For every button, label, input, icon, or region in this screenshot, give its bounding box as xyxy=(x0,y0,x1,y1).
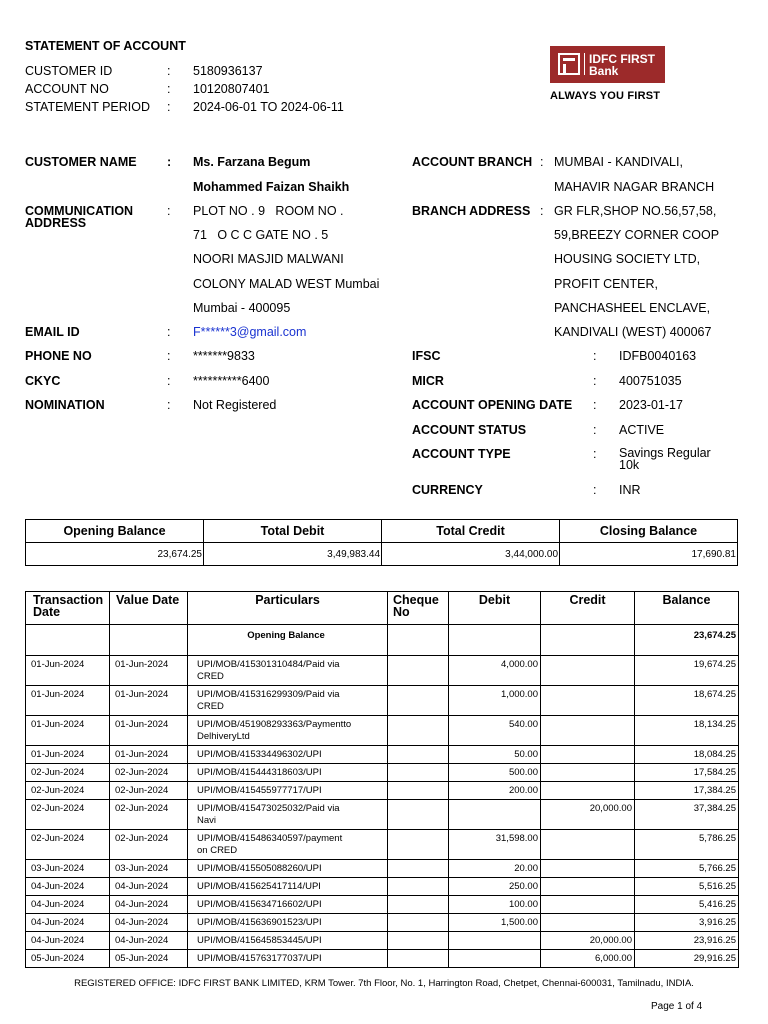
cell-credit xyxy=(541,914,635,932)
cell-particulars xyxy=(188,716,388,746)
particulars-line-2: Navi xyxy=(197,815,217,826)
table-row xyxy=(26,716,739,746)
cell-transaction-date: 04-Jun-2024 xyxy=(26,932,110,950)
col-credit: Credit xyxy=(541,592,635,625)
particulars-line-1: UPI/MOB/415334496302/UPI xyxy=(197,749,322,760)
cell-particulars xyxy=(188,914,388,932)
logo-line-2: Bank xyxy=(589,64,619,78)
colon: : xyxy=(167,204,171,218)
cell-debit: 31,598.00 xyxy=(449,830,541,860)
cell-particulars xyxy=(188,800,388,830)
customer-id-label: CUSTOMER ID xyxy=(25,64,113,78)
cell-credit: 20,000.00 xyxy=(541,800,635,830)
address-line-5: Mumbai - 400095 xyxy=(193,301,291,315)
branch-address-line-6: KANDIVALI (WEST) 400067 xyxy=(554,325,712,339)
address-line-4: COLONY MALAD WEST Mumbai xyxy=(193,277,380,291)
statement-period-value: 2024-06-01 TO 2024-06-11 xyxy=(193,100,344,114)
cell-debit xyxy=(449,932,541,950)
cell-cheque-no xyxy=(388,800,449,830)
cell-transaction-date: 02-Jun-2024 xyxy=(26,782,110,800)
colon: : xyxy=(593,483,597,497)
particulars-line-1: UPI/MOB/415455977717/UPI xyxy=(197,785,322,796)
cell-cheque-no xyxy=(388,830,449,860)
table-row xyxy=(26,800,739,830)
particulars-line-1: UPI/MOB/415473025032/Paid via xyxy=(197,803,340,814)
cell-cheque-no xyxy=(388,746,449,764)
cell-debit: 20.00 xyxy=(449,860,541,878)
cell-debit: 50.00 xyxy=(449,746,541,764)
particulars-line-1: UPI/MOB/415636901523/UPI xyxy=(197,917,322,928)
registered-office-footer: REGISTERED OFFICE: IDFC FIRST BANK LIMITED, KRM Tower. 7th Floor, No. 1, Harrington Road, Chetpet, Chennai-600031, Tamilnadu, INDIA. xyxy=(74,978,694,989)
branch-address-label: BRANCH ADDRESS xyxy=(412,204,531,218)
summary-header-closing: Closing Balance xyxy=(560,520,738,543)
account-type-value xyxy=(619,447,711,471)
col-cheque-line-2: No xyxy=(393,605,410,619)
bank-logo xyxy=(550,46,665,83)
colon: : xyxy=(167,155,172,169)
cell-credit xyxy=(541,896,635,914)
cell-transaction-date: 01-Jun-2024 xyxy=(26,716,110,746)
cell-balance: 29,916.25 xyxy=(635,950,739,968)
opening-balance-row xyxy=(26,625,739,656)
particulars-line-1: UPI/MOB/415486340597/payment xyxy=(197,833,343,844)
cell-particulars xyxy=(188,830,388,860)
cell-balance: 19,674.25 xyxy=(635,656,739,686)
cell-debit: 4,000.00 xyxy=(449,656,541,686)
cell-transaction-date: 01-Jun-2024 xyxy=(26,686,110,716)
cell-transaction-date: 01-Jun-2024 xyxy=(26,746,110,764)
bank-logo-icon xyxy=(558,53,580,75)
cell-credit xyxy=(541,830,635,860)
col-transaction-date-line-2: Date xyxy=(33,605,61,619)
cell-balance: 5,766.25 xyxy=(635,860,739,878)
nomination-value: Not Registered xyxy=(193,398,277,412)
cell-balance: 37,384.25 xyxy=(635,800,739,830)
cell-credit xyxy=(541,782,635,800)
cell-balance: 18,674.25 xyxy=(635,686,739,716)
cell-value-date: 02-Jun-2024 xyxy=(110,782,188,800)
summary-total-debit: 3,49,983.44 xyxy=(204,543,382,566)
cell-value-date: 02-Jun-2024 xyxy=(110,800,188,830)
particulars-line-1: UPI/MOB/415645853445/UPI xyxy=(197,935,322,946)
cell-credit xyxy=(541,860,635,878)
particulars-line-1: UPI/MOB/415625417114/UPI xyxy=(197,881,321,892)
opening-balance-label: Opening Balance xyxy=(188,625,388,656)
cell-debit xyxy=(449,800,541,830)
nomination-label: NOMINATION xyxy=(25,398,105,412)
particulars-line-2: CRED xyxy=(197,671,224,682)
cell-transaction-date: 02-Jun-2024 xyxy=(26,830,110,860)
communication-address-label xyxy=(25,205,133,229)
col-balance: Balance xyxy=(635,592,739,625)
table-row xyxy=(26,896,739,914)
cell-balance: 5,786.25 xyxy=(635,830,739,860)
ifsc-value: IDFB0040163 xyxy=(619,349,697,363)
cell-cheque-no xyxy=(388,878,449,896)
cell-credit xyxy=(541,764,635,782)
ckyc-value: **********6400 xyxy=(193,374,270,388)
table-row xyxy=(26,686,739,716)
colon: : xyxy=(167,349,171,363)
comm-label-line-2: ADDRESS xyxy=(25,216,87,230)
table-row xyxy=(26,878,739,896)
statement-period-label: STATEMENT PERIOD xyxy=(25,100,151,114)
cell-balance: 5,516.25 xyxy=(635,878,739,896)
col-value-date: Value Date xyxy=(110,592,188,625)
page-number: Page 1 of 4 xyxy=(651,1001,703,1012)
table-row xyxy=(26,932,739,950)
cell-debit xyxy=(449,950,541,968)
cell-cheque-no xyxy=(388,764,449,782)
opening-balance-value: 23,674.25 xyxy=(635,625,739,656)
account-branch-label: ACCOUNT BRANCH xyxy=(412,155,533,169)
colon: : xyxy=(593,374,597,388)
table-row xyxy=(26,746,739,764)
comm-label-line-1: COMMUNICATION xyxy=(25,204,134,218)
table-row xyxy=(26,764,739,782)
address-line-1: PLOT NO . 9 ROOM NO . xyxy=(193,204,344,218)
cell-debit: 500.00 xyxy=(449,764,541,782)
cell-debit: 540.00 xyxy=(449,716,541,746)
particulars-line-1: UPI/MOB/415301310484/Paid via xyxy=(197,659,340,670)
summary-opening-balance: 23,674.25 xyxy=(26,543,204,566)
customer-id-value: 5180936137 xyxy=(193,64,263,78)
micr-value: 400751035 xyxy=(619,374,682,388)
cell-value-date: 04-Jun-2024 xyxy=(110,932,188,950)
summary-header-credit: Total Credit xyxy=(382,520,560,543)
cell-transaction-date: 04-Jun-2024 xyxy=(26,878,110,896)
bank-logo-text xyxy=(589,53,655,77)
cell-value-date: 04-Jun-2024 xyxy=(110,914,188,932)
colon: : xyxy=(167,325,171,339)
customer-name-label: CUSTOMER NAME xyxy=(25,155,137,169)
cell-cheque-no xyxy=(388,860,449,878)
cell-value-date: 01-Jun-2024 xyxy=(110,656,188,686)
cell-debit: 1,500.00 xyxy=(449,914,541,932)
table-row xyxy=(26,782,739,800)
currency-label: CURRENCY xyxy=(412,483,483,497)
cell-value-date: 05-Jun-2024 xyxy=(110,950,188,968)
cell-particulars xyxy=(188,764,388,782)
account-no-value: 10120807401 xyxy=(193,82,270,96)
cell-balance: 3,916.25 xyxy=(635,914,739,932)
cell-credit: 6,000.00 xyxy=(541,950,635,968)
cell-particulars xyxy=(188,746,388,764)
branch-address-line-3: HOUSING SOCIETY LTD, xyxy=(554,252,701,266)
col-cheque-line-1: Cheque xyxy=(393,593,439,607)
cell-cheque-no xyxy=(388,914,449,932)
micr-label: MICR xyxy=(412,374,444,388)
account-branch-line-1: MUMBAI - KANDIVALI, xyxy=(554,155,683,169)
particulars-line-2: CRED xyxy=(197,701,224,712)
branch-address-line-5: PANCHASHEEL ENCLAVE, xyxy=(554,301,711,315)
customer-name-2: Mohammed Faizan Shaikh xyxy=(193,180,350,194)
summary-value-row xyxy=(26,543,738,566)
cell-empty xyxy=(449,625,541,656)
cell-particulars xyxy=(188,782,388,800)
particulars-line-1: UPI/MOB/451908293363/Paymentto xyxy=(197,719,352,730)
ifsc-label: IFSC xyxy=(412,349,441,363)
col-transaction-date xyxy=(26,592,110,625)
customer-name-1: Ms. Farzana Begum xyxy=(193,155,311,169)
colon: : xyxy=(593,349,597,363)
cell-value-date: 01-Jun-2024 xyxy=(110,686,188,716)
cell-cheque-no xyxy=(388,686,449,716)
particulars-line-1: UPI/MOB/415505088260/UPI xyxy=(197,863,322,874)
cell-credit xyxy=(541,716,635,746)
col-debit: Debit xyxy=(449,592,541,625)
colon: : xyxy=(167,398,171,412)
email-label: EMAIL ID xyxy=(25,325,80,339)
col-particulars: Particulars xyxy=(188,592,388,625)
cell-debit: 100.00 xyxy=(449,896,541,914)
branch-address-line-4: PROFIT CENTER, xyxy=(554,277,658,291)
cell-transaction-date: 03-Jun-2024 xyxy=(26,860,110,878)
cell-value-date: 04-Jun-2024 xyxy=(110,896,188,914)
cell-particulars xyxy=(188,896,388,914)
colon: : xyxy=(593,398,597,412)
page-title: STATEMENT OF ACCOUNT xyxy=(25,39,186,53)
address-line-2: 71 O C C GATE NO . 5 xyxy=(193,228,329,242)
phone-value: *******9833 xyxy=(193,349,255,363)
branch-address-line-2: 59,BREEZY CORNER COOP xyxy=(554,228,720,242)
cell-empty xyxy=(110,625,188,656)
col-cheque-no xyxy=(388,592,449,625)
cell-transaction-date: 02-Jun-2024 xyxy=(26,800,110,830)
particulars-line-1: UPI/MOB/415444318603/UPI xyxy=(197,767,322,778)
cell-value-date: 01-Jun-2024 xyxy=(110,746,188,764)
address-line-3: NOORI MASJID MALWANI xyxy=(193,252,344,266)
cell-cheque-no xyxy=(388,932,449,950)
table-row xyxy=(26,830,739,860)
summary-total-credit: 3,44,000.00 xyxy=(382,543,560,566)
colon: : xyxy=(167,374,171,388)
email-link[interactable]: F******3@gmail.com xyxy=(193,325,307,339)
colon: : xyxy=(593,423,597,437)
particulars-line-1: UPI/MOB/415634716602/UPI xyxy=(197,899,322,910)
logo-divider xyxy=(584,53,585,75)
colon: : xyxy=(167,82,171,96)
cell-cheque-no xyxy=(388,950,449,968)
account-status-value: ACTIVE xyxy=(619,423,665,437)
logo-line-1: IDFC FIRST xyxy=(589,52,655,66)
account-opening-date-value: 2023-01-17 xyxy=(619,398,683,412)
particulars-line-1: UPI/MOB/415316299309/Paid via xyxy=(197,689,340,700)
account-status-label: ACCOUNT STATUS xyxy=(412,423,527,437)
cell-credit xyxy=(541,746,635,764)
cell-debit: 250.00 xyxy=(449,878,541,896)
summary-header-debit: Total Debit xyxy=(204,520,382,543)
cell-value-date: 02-Jun-2024 xyxy=(110,764,188,782)
cell-balance: 5,416.25 xyxy=(635,896,739,914)
cell-value-date: 03-Jun-2024 xyxy=(110,860,188,878)
cell-empty xyxy=(388,625,449,656)
table-row xyxy=(26,656,739,686)
table-row xyxy=(26,860,739,878)
currency-value: INR xyxy=(619,483,641,497)
particulars-line-2: on CRED xyxy=(197,845,238,856)
cell-balance: 17,384.25 xyxy=(635,782,739,800)
cell-cheque-no xyxy=(388,656,449,686)
transactions-table xyxy=(25,591,739,968)
particulars-line-1: UPI/MOB/415763177037/UPI xyxy=(197,953,322,964)
cell-value-date: 04-Jun-2024 xyxy=(110,878,188,896)
transactions-header-row xyxy=(26,592,739,625)
table-row xyxy=(26,950,739,968)
cell-particulars xyxy=(188,950,388,968)
cell-credit xyxy=(541,656,635,686)
cell-cheque-no xyxy=(388,896,449,914)
cell-particulars xyxy=(188,686,388,716)
cell-cheque-no xyxy=(388,782,449,800)
colon: : xyxy=(167,64,171,78)
table-row xyxy=(26,914,739,932)
cell-debit: 1,000.00 xyxy=(449,686,541,716)
cell-balance: 17,584.25 xyxy=(635,764,739,782)
cell-transaction-date: 05-Jun-2024 xyxy=(26,950,110,968)
account-opening-date-label: ACCOUNT OPENING DATE xyxy=(412,398,573,412)
cell-balance: 18,134.25 xyxy=(635,716,739,746)
cell-cheque-no xyxy=(388,716,449,746)
colon: : xyxy=(540,204,544,218)
balance-summary-table xyxy=(25,519,738,566)
ckyc-label: CKYC xyxy=(25,374,61,388)
branch-address-line-1: GR FLR,SHOP NO.56,57,58, xyxy=(554,204,717,218)
cell-transaction-date: 04-Jun-2024 xyxy=(26,914,110,932)
cell-transaction-date: 04-Jun-2024 xyxy=(26,896,110,914)
cell-debit: 200.00 xyxy=(449,782,541,800)
colon: : xyxy=(593,447,597,461)
colon: : xyxy=(167,100,171,114)
cell-empty xyxy=(26,625,110,656)
phone-label: PHONE NO xyxy=(25,349,92,363)
cell-particulars xyxy=(188,656,388,686)
cell-transaction-date: 01-Jun-2024 xyxy=(26,656,110,686)
cell-value-date: 02-Jun-2024 xyxy=(110,830,188,860)
account-branch-line-2: MAHAVIR NAGAR BRANCH xyxy=(554,180,715,194)
summary-header-row xyxy=(26,520,738,543)
summary-closing-balance: 17,690.81 xyxy=(560,543,738,566)
cell-value-date: 01-Jun-2024 xyxy=(110,716,188,746)
cell-balance: 18,084.25 xyxy=(635,746,739,764)
colon: : xyxy=(540,155,544,169)
account-no-label: ACCOUNT NO xyxy=(25,82,109,96)
cell-empty xyxy=(541,625,635,656)
cell-balance: 23,916.25 xyxy=(635,932,739,950)
col-transaction-date-line-1: Transaction xyxy=(33,593,104,607)
cell-transaction-date: 02-Jun-2024 xyxy=(26,764,110,782)
cell-particulars xyxy=(188,878,388,896)
summary-header-opening: Opening Balance xyxy=(26,520,204,543)
particulars-line-2: DelhiveryLtd xyxy=(197,731,250,742)
cell-particulars xyxy=(188,860,388,878)
account-type-line-1: Savings Regular xyxy=(619,446,711,460)
account-type-line-2: 10k xyxy=(619,458,640,472)
cell-credit: 20,000.00 xyxy=(541,932,635,950)
bank-tagline: ALWAYS YOU FIRST xyxy=(550,90,661,102)
cell-credit xyxy=(541,878,635,896)
account-type-label: ACCOUNT TYPE xyxy=(412,447,511,461)
cell-credit xyxy=(541,686,635,716)
cell-particulars xyxy=(188,932,388,950)
